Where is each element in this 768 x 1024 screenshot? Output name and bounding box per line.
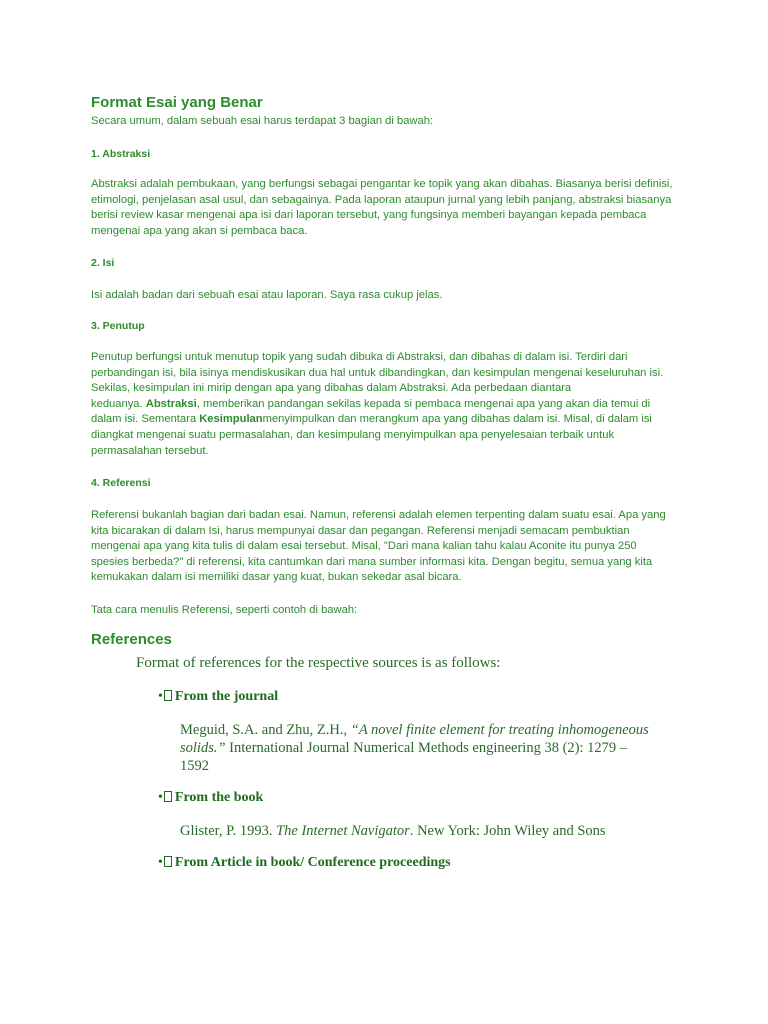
- body-line: [91, 412, 679, 428]
- body-text: , memberikan pandangan sekilas kepada si pembaca mengenai apa yang akan dia temui di: [196, 397, 651, 410]
- body-line: Referensi bukanlah bagian dari badan esai. Namun, referensi adalah elemen terpenting dalam suatu esai. Apa yang: [91, 509, 666, 521]
- bullet-label: From the journal: [174, 689, 279, 704]
- section-body-isi: [91, 288, 679, 304]
- body-line: kemukakan dalam isi memiliki dasar yang kuat, bukan sekedar asal bicara.: [91, 571, 462, 584]
- bullet-label: From Article in book/ Conference proceedings: [174, 855, 451, 870]
- bullet-icon: •: [158, 689, 163, 704]
- missing-glyph-icon: [164, 856, 172, 867]
- bullet-icon: •: [158, 855, 163, 870]
- body-line: [91, 397, 679, 413]
- bullet-icon: •: [158, 790, 163, 805]
- tata-cara-text: Tata cara menulis Referensi, seperti contoh di bawah:: [91, 604, 358, 616]
- body-line: Penutup berfungsi untuk menutup topik yang sudah dibuka di Abstraksi, dan dibahas di dalam isi. Terdiri dari: [91, 351, 628, 363]
- entry-line: 1592: [180, 758, 209, 774]
- body-line: spesies berbeda?" di referensi, kita cantumkan dari mana sumber informasi kita. Dengan begitu, semua yang kita: [91, 555, 653, 568]
- body-line: mengenai apa yang kita tulis di dalam esai tersebut. Misal, "Dari mana kalian tahu kalau Aconite itu punya 250: [91, 540, 637, 553]
- body-text: keduanya.: [91, 397, 146, 410]
- body-line: kita bicarakan di dalam Isi, harus mempunyai dasar dan pegangan. Referensi menjadi semacam pembuktian: [91, 524, 630, 537]
- body-line: berisi review kasar mengenai apa isi dari laporan tersebut, yang fungsinya memberi bayangan kepada pembaca: [91, 209, 647, 222]
- body-line: perbandingan isi, bila isinya mendiskusikan dua hal untuk dibandingkan, dan kesimpulan mengenai keseluruhan isi.: [91, 366, 664, 379]
- body-line: permasalahan tersebut.: [91, 444, 209, 457]
- references-heading: References: [91, 631, 172, 648]
- body-line: mengenai apa yang akan si pembaca baca.: [91, 224, 308, 237]
- section-heading-referensi: 4. Referensi: [91, 477, 151, 489]
- entry-line: [180, 739, 680, 757]
- reference-entry-book: [180, 822, 680, 840]
- ref-authors: Meguid, S.A. and Zhu, Z.H.,: [180, 722, 351, 738]
- missing-glyph-icon: [164, 690, 172, 701]
- references-subtitle: Format of references for the respective sources is as follows:: [136, 655, 501, 671]
- section-body-referensi: [91, 508, 679, 586]
- body-line: etimologi, penjelasan asal usul, dan sebagainya. Pada laporan ataupun jurnal yang lebih panjang, abstraksi biasanya: [91, 193, 672, 206]
- ref-source: International Journal Numerical Methods engineering 38 (2): 1279 –: [225, 740, 628, 756]
- bold-term-kesimpulan: Kesimpulan: [199, 413, 263, 426]
- section-heading-penutup: 3. Penutup: [91, 320, 145, 332]
- bullet-journal: [158, 689, 278, 705]
- body-text: menyimpulkan dan merangkum apa yang dibahas dalam isi. Misal, di dalam isi: [262, 413, 652, 426]
- bullet-article: [158, 855, 451, 871]
- intro-text: Secara umum, dalam sebuah esai harus terdapat 3 bagian di bawah:: [91, 115, 434, 127]
- missing-glyph-icon: [164, 791, 172, 802]
- bold-term-abstraksi: Abstraksi: [145, 397, 197, 410]
- section-body-abstraksi: [91, 177, 679, 239]
- section-body-penutup: [91, 350, 679, 459]
- ref-text: Glister, P. 1993.: [180, 823, 277, 839]
- reference-entry-journal: [180, 721, 680, 775]
- body-line: Isi adalah badan dari sebuah esai atau laporan. Saya rasa cukup jelas.: [91, 289, 443, 301]
- body-line: diangkat mengenai suatu permasalahan, dan kesimpulang menyimpulkan apa penyelesaian terbaik untuk: [91, 428, 615, 441]
- page-title: Format Esai yang Benar: [91, 94, 263, 111]
- body-line: Sekilas, kesimpulan ini mirip dengan apa yang dibahas dalam Abstraksi. Ada perbedaan diantara: [91, 382, 572, 395]
- body-line: Abstraksi adalah pembukaan, yang berfungsi sebagai pengantar ke topik yang akan dibahas. Biasanya berisi definisi,: [91, 178, 673, 190]
- ref-title: “A novel finite element for treating inhomogeneous: [350, 722, 649, 738]
- bullet-label: From the book: [174, 790, 264, 805]
- ref-title: The Internet Navigator: [276, 823, 410, 839]
- bullet-book: [158, 790, 263, 806]
- section-heading-isi: 2. Isi: [91, 257, 115, 269]
- entry-line: [180, 721, 680, 739]
- body-text: dalam isi. Sementara: [91, 413, 200, 426]
- section-heading-abstraksi: 1. Abstraksi: [91, 148, 151, 160]
- ref-title: solids.”: [180, 740, 226, 756]
- ref-text: . New York: John Wiley and Sons: [409, 823, 606, 839]
